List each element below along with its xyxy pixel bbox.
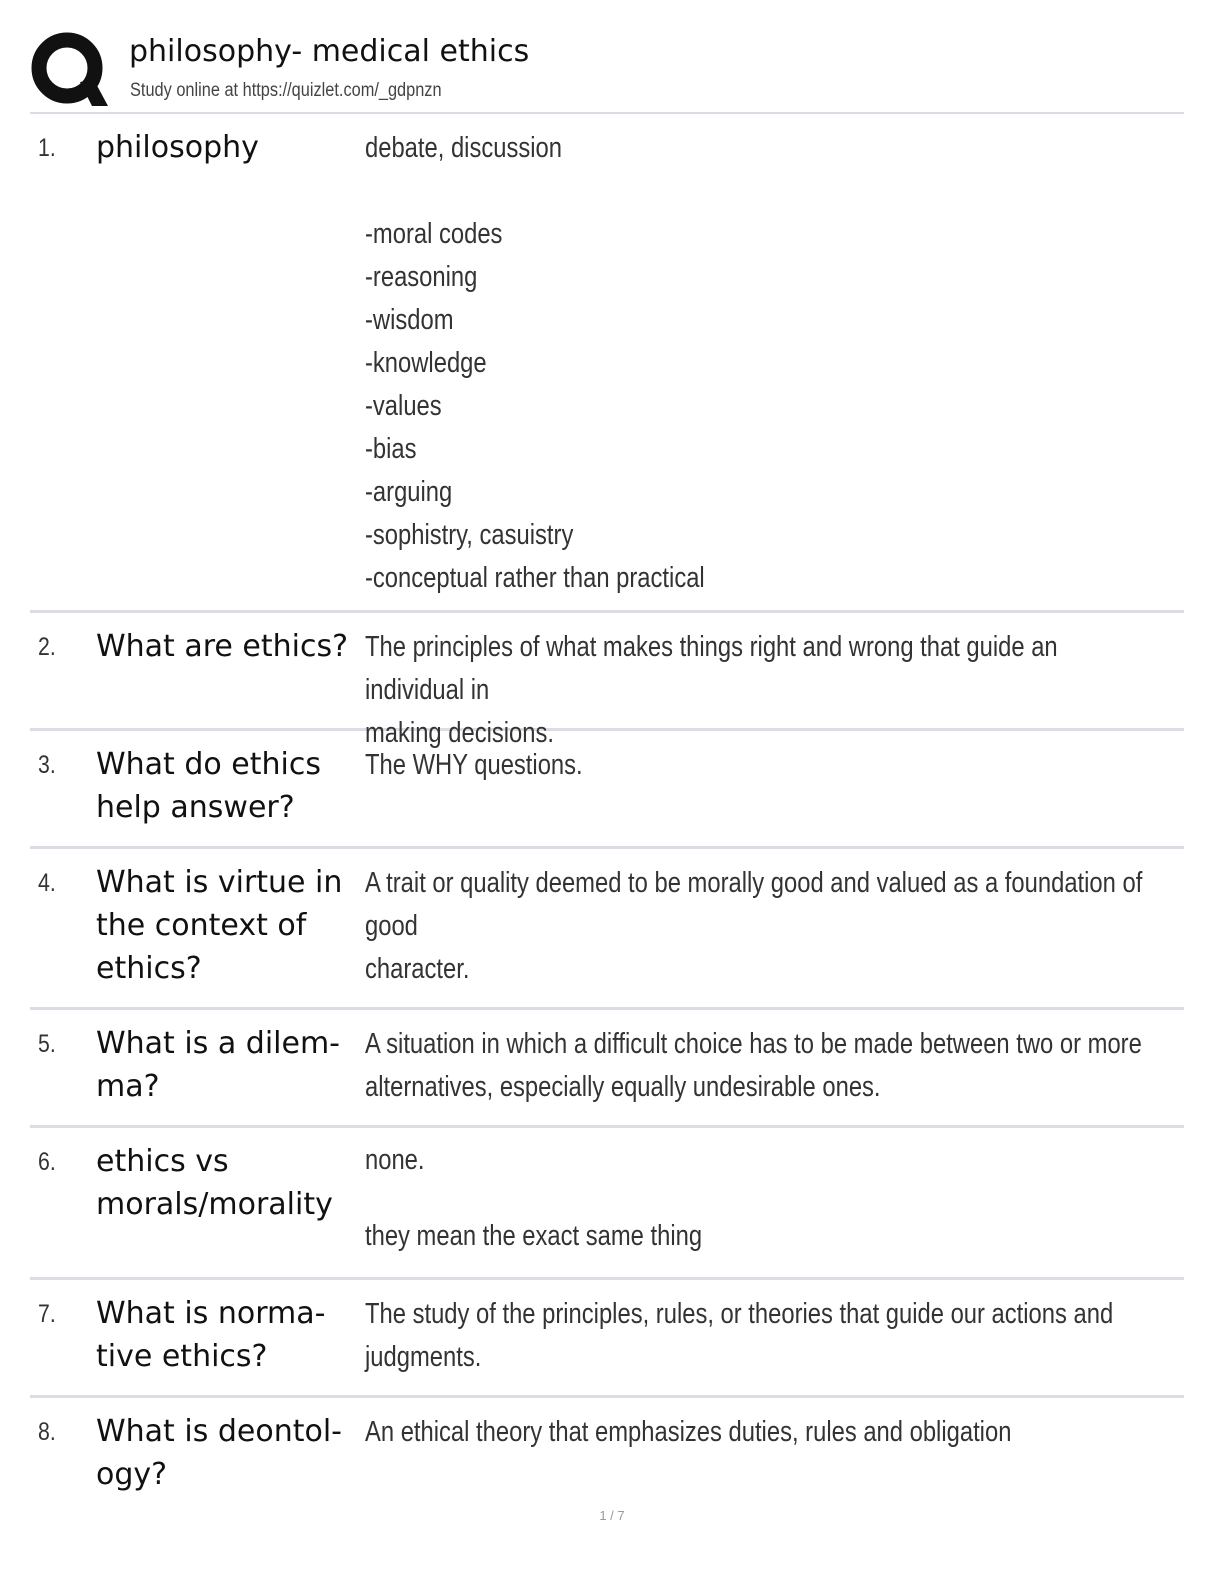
card-definition: The WHY questions. (365, 749, 583, 781)
flashcard (30, 1128, 1184, 1280)
card-number: 5. (38, 1030, 56, 1058)
page-title: philosophy- medical ethics (129, 34, 530, 69)
study-link[interactable]: Study online at https://quizlet.com/_gdpnzn (130, 80, 442, 101)
card-number: 4. (38, 869, 56, 897)
flashcard (30, 1280, 1184, 1398)
card-number: 1. (38, 134, 56, 162)
card-definition: A trait or quality deemed to be morally good and valued as a foundation of good character. (365, 867, 1143, 985)
card-definition: A situation in which a difficult choice has to be made between two or more alternatives, especially equally undesirable ones. (365, 1028, 1142, 1103)
card-number: 3. (38, 751, 56, 779)
flashcard (30, 114, 1184, 613)
card-term: What are ethics? (96, 629, 349, 664)
flashcard (30, 1010, 1184, 1128)
flashcard (30, 731, 1184, 849)
flashcard (30, 1398, 1184, 1508)
flashcard-list (30, 114, 1184, 1508)
card-term: philosophy (96, 130, 259, 165)
page-header (30, 28, 1184, 114)
card-term: ethics vs morals/morality (96, 1144, 333, 1222)
card-term: What is deontol-ogy? (96, 1414, 343, 1492)
card-term: What is norma-tive ethics? (96, 1296, 326, 1374)
page-indicator: 1 / 7 (599, 1508, 625, 1523)
flashcard (30, 849, 1184, 1010)
card-number: 2. (38, 633, 56, 661)
quizlet-logo-icon (30, 30, 110, 110)
card-definition: The principles of what makes things right and wrong that guide an individual in making decisions. (365, 631, 1058, 749)
card-definition: The study of the principles, rules, or theories that guide our actions and judgments. (365, 1298, 1114, 1373)
card-term: What is virtue in the context of ethics? (96, 865, 343, 986)
card-term: What do ethics help answer? (96, 747, 321, 825)
card-number: 6. (38, 1148, 56, 1176)
card-definition: none. they mean the exact same thing (365, 1144, 703, 1252)
card-definition: debate, discussion -moral codes -reasoning -wisdom -knowledge -values -bias -arguing -sophistry, casuistry -conceptual rather than practical (365, 132, 705, 594)
card-term: What is a dilem-ma? (96, 1026, 340, 1104)
card-number: 8. (38, 1418, 56, 1446)
card-number: 7. (38, 1300, 56, 1328)
card-definition: An ethical theory that emphasizes duties, rules and obligation (365, 1416, 1012, 1448)
flashcard (30, 613, 1184, 749)
